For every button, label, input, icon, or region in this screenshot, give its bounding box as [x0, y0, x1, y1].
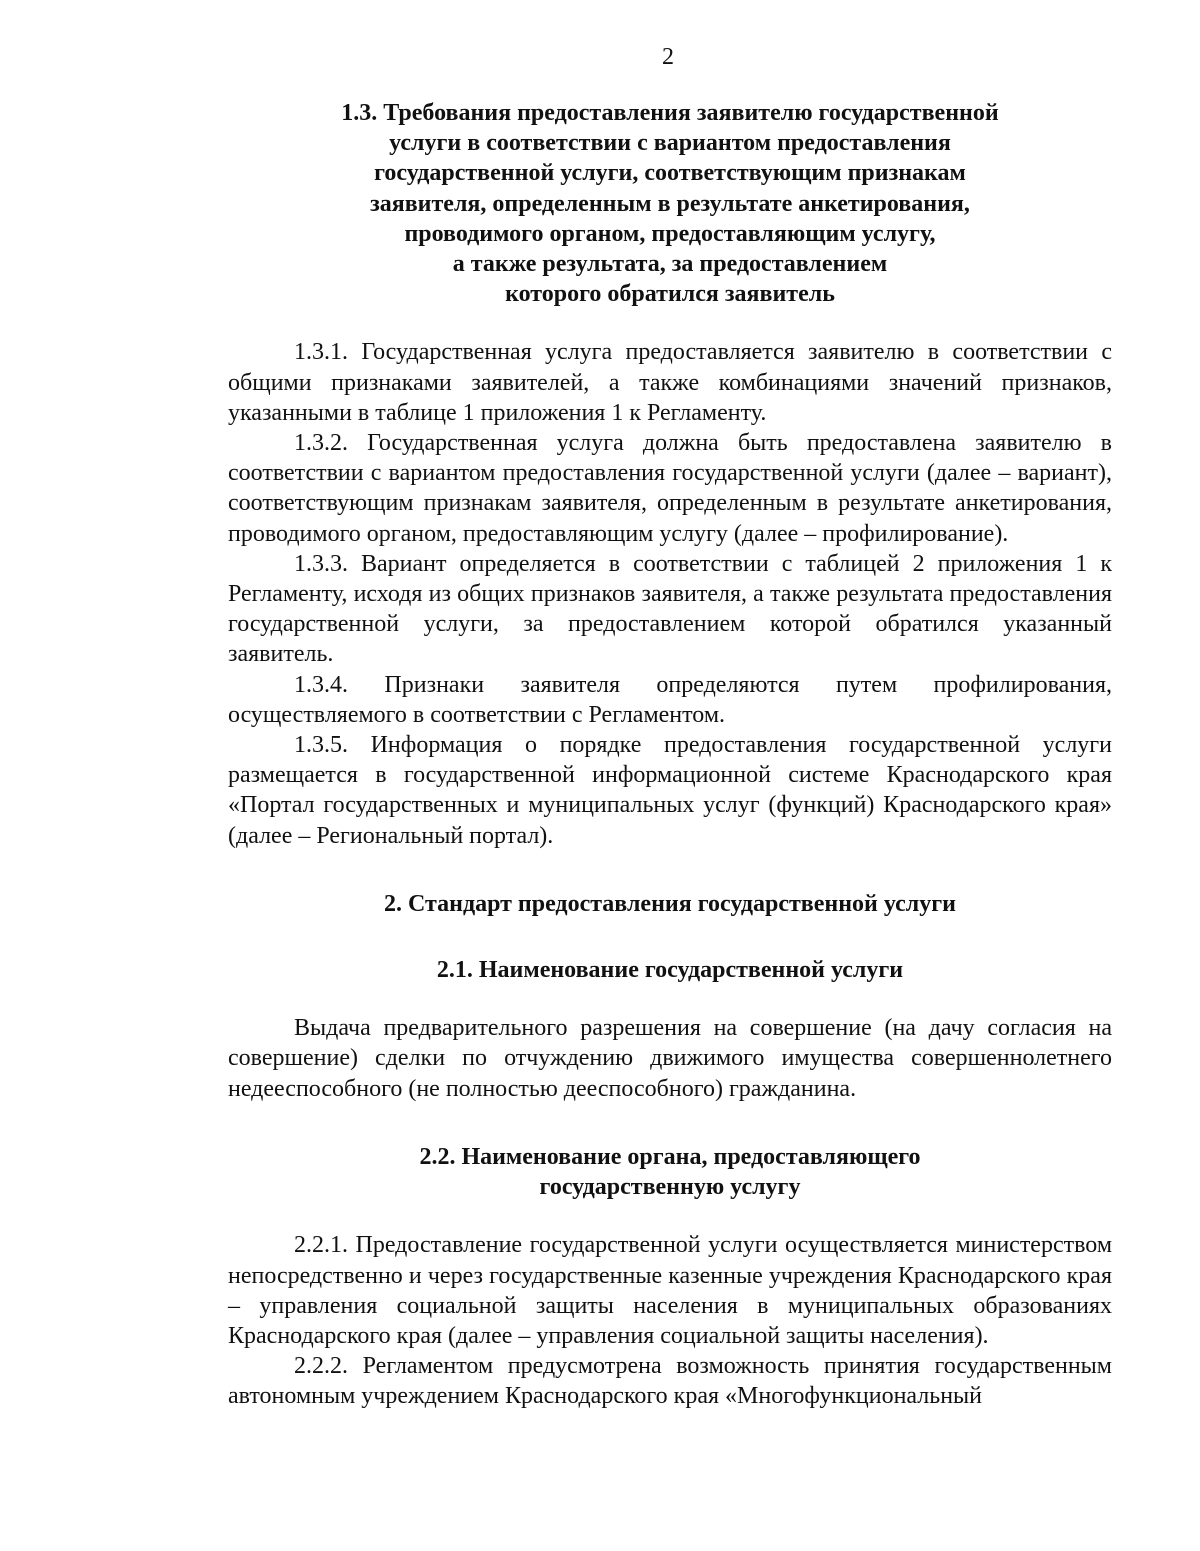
heading-line: заявителя, определенным в результате анкетирования, — [370, 190, 970, 217]
paragraph-1-3-1: 1.3.1. Государственная услуга предоставляется заявителю в соответствии с общими признаками заявителей, а также комбинациями значений признаков, указанными в таблице 1 приложения 1 к Регламенту. — [228, 339, 1112, 426]
heading-line: проводимого органом, предоставляющим услугу, — [404, 220, 936, 247]
heading-line: услуги в соответствии с вариантом предоставления — [389, 130, 951, 157]
heading-line: а также результата, за предоставлением — [452, 251, 888, 278]
paragraph-2-1: Выдача предварительного разрешения на совершение (на дачу согласия на совершение) сделки по отчуждению движимого имущества совершеннолетнего недееспособного (не полностью дееспособного) гражданина. — [228, 1015, 1112, 1102]
heading-section-2: 2. Стандарт предоставления государственной услуги — [384, 890, 956, 917]
heading-section-1-3 — [228, 98, 1112, 309]
page-number: 2 — [662, 44, 674, 70]
paragraph-1-3-2: 1.3.2. Государственная услуга должна быть предоставлена заявителю в соответствии с вариантом предоставления государственной услуги (далее – вариант), соответствующим признакам заявителя, определенным в результате анкетирования, проводимого органом, предоставляющим услугу (далее – профилирование). — [228, 430, 1112, 547]
paragraph-1-3-3: 1.3.3. Вариант определяется в соответствии с таблицей 2 приложения 1 к Регламенту, исходя из общих признаков заявителя, а также результата предоставления государственной услуги, за предоставлением которой обратился указанный заявитель. — [228, 550, 1112, 668]
paragraph-1-3-5: 1.3.5. Информация о порядке предоставления государственной услуги размещается в государственной информационной системе Краснодарского края «Портал государственных и муниципальных услуг (функций) Краснодарского края» (далее – Региональный портал). — [228, 732, 1112, 849]
heading-line: государственную услугу — [539, 1174, 801, 1201]
paragraph-1-3-4: 1.3.4. Признаки заявителя определяются путем профилирования, осуществляемого в соответствии с Регламентом. — [228, 671, 1112, 728]
heading-section-2-2 — [228, 1142, 1112, 1202]
paragraph-2-2-2: 2.2.2. Регламентом предусмотрена возможность принятия государственным автономным учреждением Краснодарского края «Многофункциональный — [228, 1353, 1112, 1410]
document-body — [228, 98, 1112, 1412]
heading-line: которого обратился заявитель — [505, 281, 835, 308]
heading-section-2-1: 2.1. Наименование государственной услуги — [436, 957, 904, 984]
heading-line: 1.3. Требования предоставления заявителю государственной — [341, 100, 999, 126]
heading-line: государственной услуги, соответствующим признакам — [374, 160, 966, 187]
paragraph-2-2-1: 2.2.1. Предоставление государственной услуги осуществляется министерством непосредственно и через государственные казенные учреждения Краснодарского края – управления социальной защиты населения в муниципальных образованиях Краснодарского края (далее – управления социальной защиты населения). — [228, 1232, 1112, 1349]
heading-line: 2.2. Наименование органа, предоставляющего — [419, 1143, 921, 1170]
